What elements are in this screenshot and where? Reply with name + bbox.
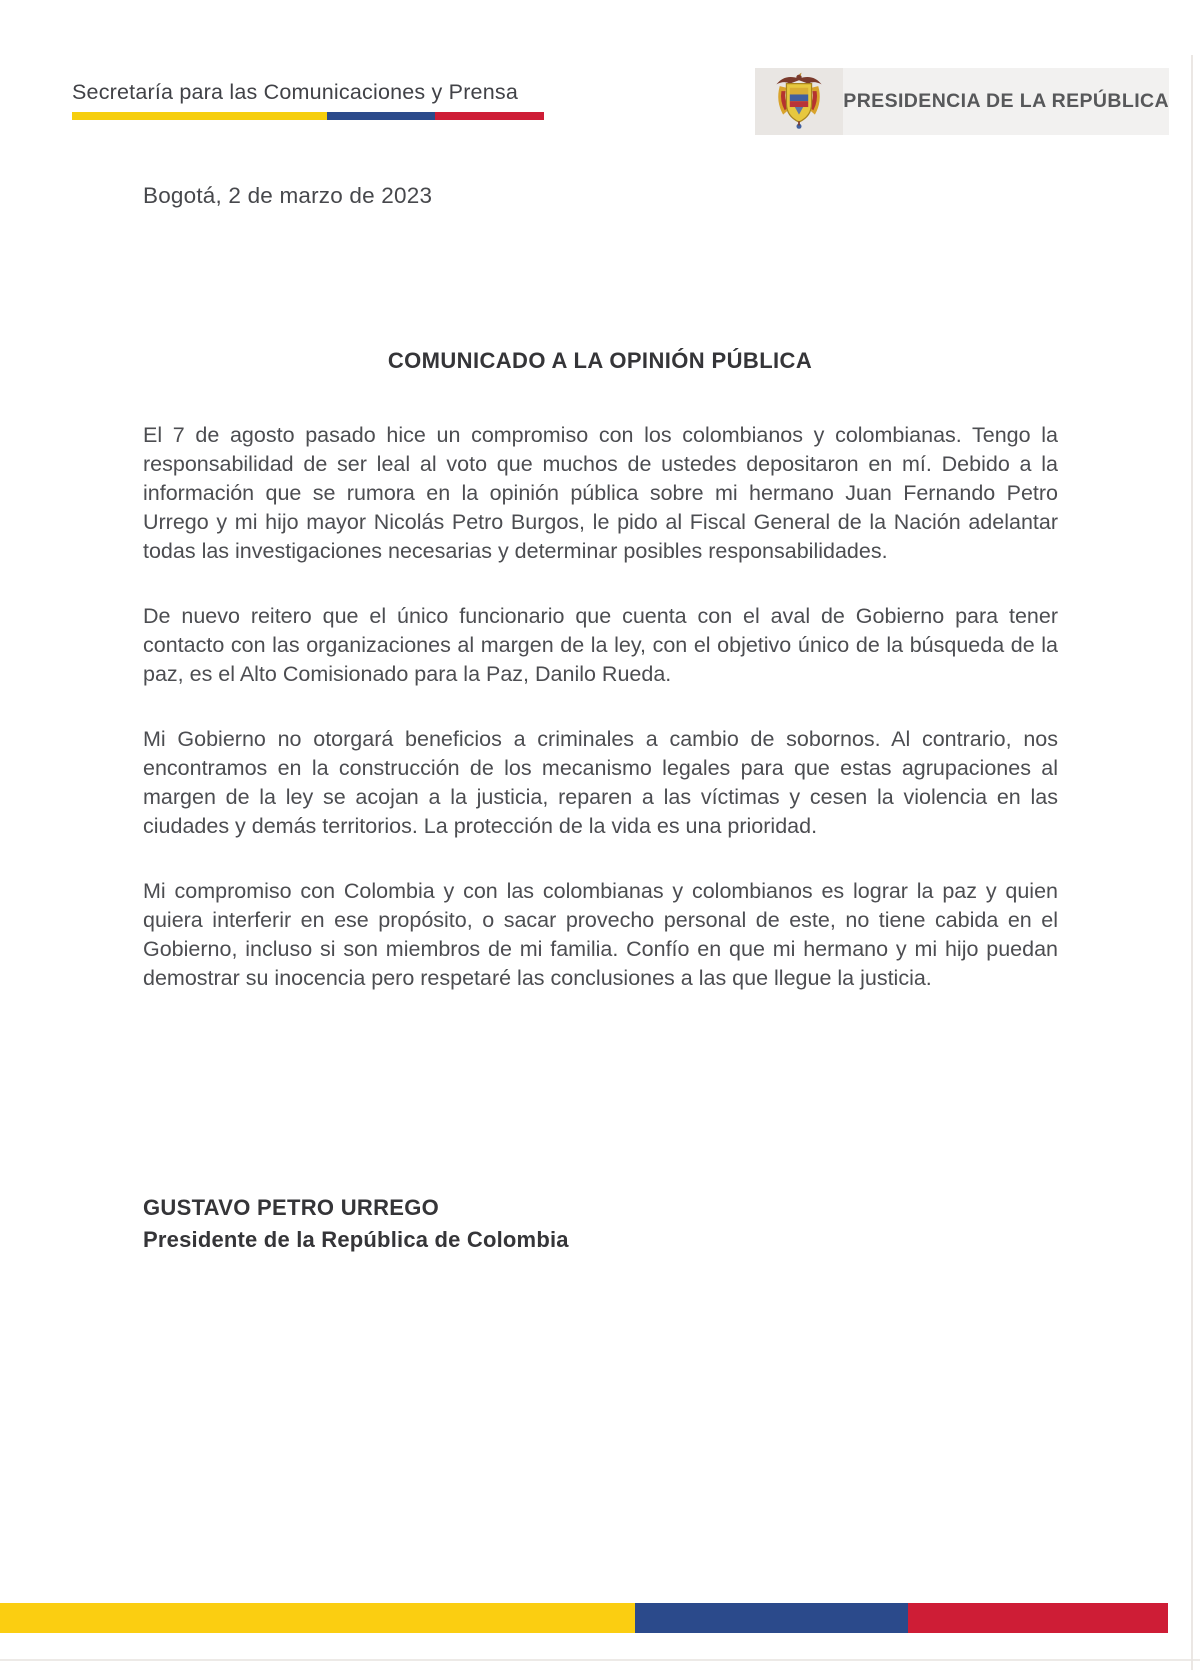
signature-name: GUSTAVO PETRO URREGO (143, 1195, 440, 1220)
document-title: COMUNICADO A LA OPINIÓN PÚBLICA (387, 348, 813, 373)
header-left-block (72, 80, 546, 120)
paragraph-4: Mi compromiso con Colombia y con las colombianas y colombianos es lograr la paz y quien quiera interferir en ese propósito, o sacar provecho personal de este, no tiene cabida en el Gobierno, incluso si son miembros de mi familia. Confío en que mi hermano y mi hijo puedan demostrar su inocencia pero respetaré las conclusiones a las que llegue la justicia. (143, 879, 1058, 990)
footer-flag-blue-segment (635, 1603, 908, 1633)
colombia-coat-of-arms-icon (755, 68, 843, 135)
footer-flag-red-segment (908, 1603, 1168, 1633)
signature-block (143, 1192, 569, 1256)
paragraph-1: El 7 de agosto pasado hice un compromiso con los colombianos y colombianas. Tengo la responsabilidad de ser leal al voto que muchos de ustedes depositaron en mí. Debido a la información que se rumora en la opinión pública sobre mi hermano Juan Fernando Petro Urrego y mi hijo mayor Nicolás Petro Burgos, le pido al Fiscal General de la Nación adelantar todas las investigaciones necesarias y determinar posibles responsabilidades. (143, 423, 1058, 563)
scan-edge-right (1191, 55, 1193, 1670)
secretaria-title: Secretaría para las Comunicaciones y Prensa (72, 80, 518, 104)
footer-flag-bar (0, 1603, 1168, 1633)
flag-red-segment (435, 112, 544, 120)
paragraph-3: Mi Gobierno no otorgará beneficios a criminales a cambio de sobornos. Al contrario, nos encontramos en la construcción de los mecanismo legales para que estas agrupaciones al margen de la ley se acojan a la justicia, reparen a las víctimas y cesen la violencia en las ciudades y demás territorios. La protección de la vida es una prioridad. (143, 727, 1058, 838)
signature-role: Presidente de la República de Colombia (143, 1227, 569, 1252)
date-line: Bogotá, 2 de marzo de 2023 (143, 183, 433, 208)
flag-underline-bar (72, 112, 544, 120)
scan-edge-bottom (0, 1659, 1200, 1661)
paragraph-2: De nuevo reitero que el único funcionario que cuenta con el aval de Gobierno para tener contacto con las organizaciones al margen de la ley, con el objetivo único de la búsqueda de la paz, es el Alto Comisionado para la Paz, Danilo Rueda. (143, 604, 1058, 686)
flag-yellow-segment (72, 112, 327, 120)
letter-body (143, 421, 1058, 993)
flag-blue-segment (327, 112, 436, 120)
presidencia-banner (755, 68, 1169, 135)
footer-flag-yellow-segment (0, 1603, 635, 1633)
presidencia-label: PRESIDENCIA DE LA REPÚBLICA (843, 90, 1169, 112)
